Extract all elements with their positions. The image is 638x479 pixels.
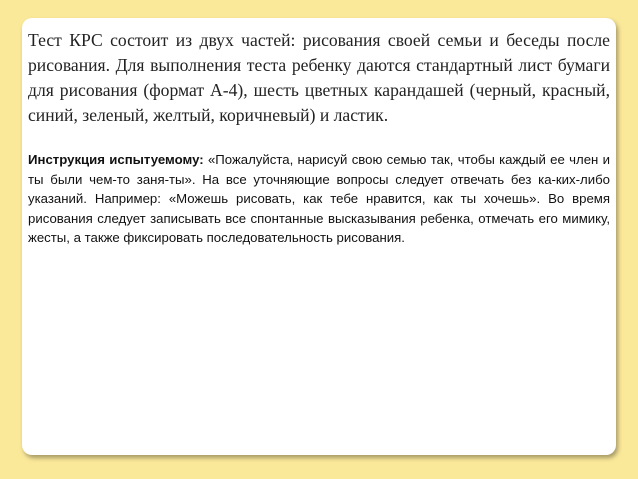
instruction-paragraph [28,150,610,248]
instruction-text: «Пожалуйста, нарисуй свою семью так, чтобы каждый ее член и ты были чем-то заня-ты». На все уточняющие вопросы следует отвечать без ка-ких-либо указаний. Например: «Можешь рисовать, как тебе нравится, как ты хочешь». Во время рисования следует записывать все спонтанные высказывания ребенка, отмечать его мимику, жесты, а также фиксировать последовательность рисования. [28,152,611,245]
instruction-label: Инструкция испытуемому: [28,152,204,167]
slide-card [22,18,616,455]
intro-paragraph: Тест КРС состоит из двух частей: рисования своей семьи и беседы после рисования. Для выполнения теста ребенку даются стандартный лист бумаги для рисования (формат А-4), шесть цветных карандашей (черный, красный, синий, зеленый, желтый, коричневый) и ластик. [28,30,610,125]
